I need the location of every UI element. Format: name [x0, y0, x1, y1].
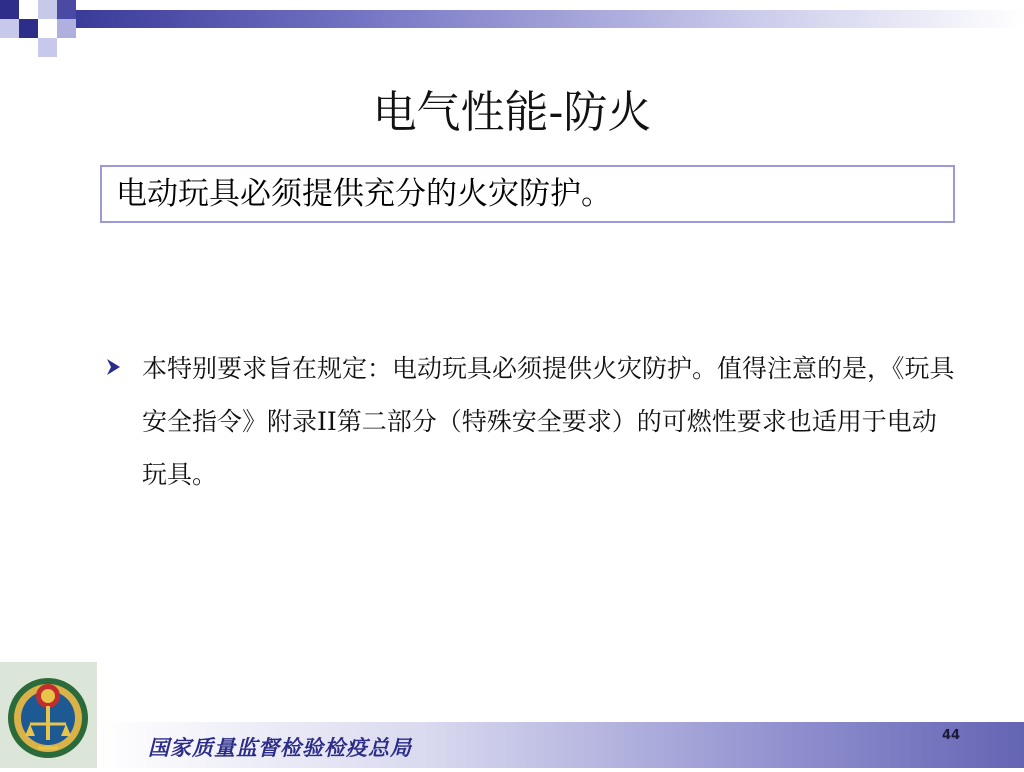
decor-square [57, 19, 76, 38]
decor-square [57, 0, 76, 19]
top-decor-band [0, 0, 1024, 42]
decor-square [38, 19, 57, 38]
page-number: 44 [941, 728, 961, 743]
decor-square [38, 38, 57, 57]
arrowhead-bullet-icon [104, 355, 124, 379]
decor-square [19, 0, 38, 19]
decor-square [19, 19, 38, 38]
subtitle-text: 电动玩具必须提供充分的火灾防护。 [116, 176, 612, 212]
decor-square [38, 0, 57, 19]
decor-square [0, 19, 19, 38]
footer-agency-name: 国家质量监督检验检疫总局 [148, 735, 412, 760]
decor-square [0, 0, 19, 19]
quarantine-emblem-logo [0, 662, 97, 768]
subtitle-box [100, 165, 955, 223]
top-gradient-bar [76, 10, 1024, 28]
bullet-paragraph: 本特别要求旨在规定：电动玩具必须提供火灾防护。值得注意的是，《玩具安全指令》附录II第二部分（特殊安全要求）的可燃性要求也适用于电动玩具。 [142, 354, 955, 489]
slide-title: 电气性能-防火 [372, 87, 652, 138]
